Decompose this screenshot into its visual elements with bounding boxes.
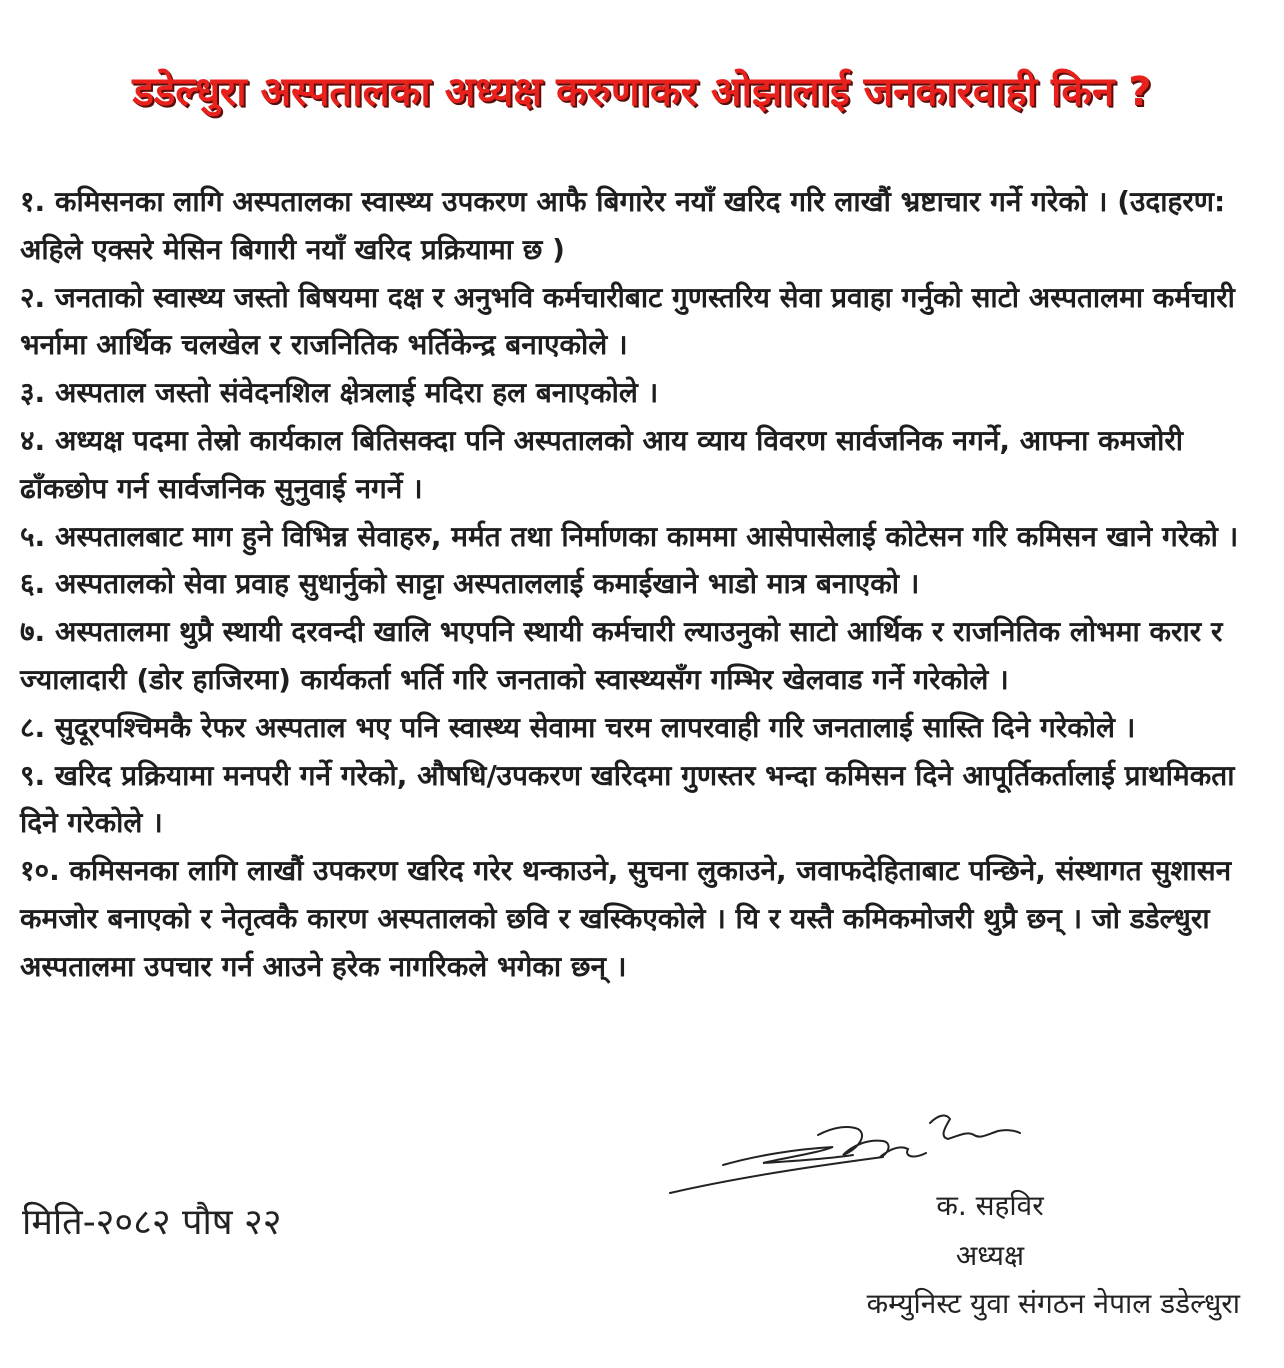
signatory-organization: कम्युनिस्ट युवा संगठन नेपाल डडेल्धुरा xyxy=(866,1287,1240,1320)
point-1: १. कमिसनका लागि अस्पतालका स्वास्थ्य उपकरण आफै बिगारेर नयाँ खरिद गरि लाखौं भ्रष्टाचार गर्ने गरेको । (उदाहरण: अहिले एक्सरे मेसिन बिगारी नयाँ खरिद प्रक्रियामा छ ) xyxy=(20,185,1226,266)
point-7: ७. अस्पतालमा थुप्रै स्थायी दरवन्दी खालि भएपनि स्थायी कर्मचारी ल्याउनुको साटो आर्थिक र राजनितिक लोभमा करार र ज्यालादारी (डोर हाजिरमा) कार्यकर्ता भर्ति गरि जनताको स्वास्थ्यसँग गम्भिर खेलवाड गर्ने गरेकोले । xyxy=(20,615,1223,696)
point-3: ३. अस्पताल जस्तो संवेदनशिल क्षेत्रलाई मदिरा हल बनाएकोले । xyxy=(20,376,659,410)
point-5: ५. अस्पतालबाट माग हुने विभिन्न सेवाहरु, मर्मत तथा निर्माणका काममा आसेपासेलाई कोटेसन गरि कमिसन खाने गरेको । xyxy=(20,519,1239,553)
point-9: ९. खरिद प्रक्रियामा मनपरी गर्ने गरेको, औषधि/उपकरण खरिदमा गुणस्तर भन्दा कमिसन दिने आपूर्तिकर्तालाई प्राथमिकता दिने गरेकोले । xyxy=(20,758,1235,840)
point-6: ६. अस्पतालको सेवा प्रवाह सुधार्नुको साट्टा अस्पताललाई कमाईखाने भाडो मात्र बनाएको । xyxy=(20,567,920,601)
statement-body xyxy=(20,178,1264,991)
signatory-name: क. सहविर xyxy=(936,1189,1044,1222)
point-2: २. जनताको स्वास्थ्य जस्तो बिषयमा दक्ष र अनुभवि कर्मचारीबाट गुणस्तरिय सेवा प्रवाहा गर्नुको साटो अस्पतालमा कर्मचारी भर्नामा आर्थिक चलखेल र राजनितिक भर्तिकेन्द्र बनाएकोले । xyxy=(20,280,1235,362)
point-8: ८. सुदूरपश्चिमकै रेफर अस्पताल भए पनि स्वास्थ्य सेवामा चरम लापरवाही गरि जनतालाई सास्ति दिने गरेकोले । xyxy=(20,710,1136,744)
headline: डडेल्धुरा अस्पतालका अध्यक्ष करुणाकर ओझालाई जनकारवाही किन ? xyxy=(132,69,1152,115)
point-4: ४. अध्यक्ष पदमा तेस्रो कार्यकाल बितिसक्दा पनि अस्पतालको आय व्याय विवरण सार्वजनिक नगर्ने, आफ्ना कमजोरी ढाँकछोप गर्न सार्वजनिक सुनुवाई नगर्ने । xyxy=(20,423,1184,505)
point-10: १०. कमिसनका लागि लाखौं उपकरण खरिद गरेर थन्काउने, सुचना लुकाउने, जवाफदेहिताबाट पन्छिने, संस्थागत सुशासन कमजोर बनाएको र नेतृत्वकै कारण अस्पतालको छवि र खस्किएकोले । यि र यस्तै कमिकमोजरी थुप्रै छन् । जो डडेल्धुरा अस्पतालमा उपचार गर्न आउने हरेक नागरिकले भगेका छन् । xyxy=(20,854,1232,983)
signatory-role: अध्यक्ष xyxy=(955,1239,1025,1272)
date-line: मिति-२०८२ पौष २२ xyxy=(22,1202,282,1243)
